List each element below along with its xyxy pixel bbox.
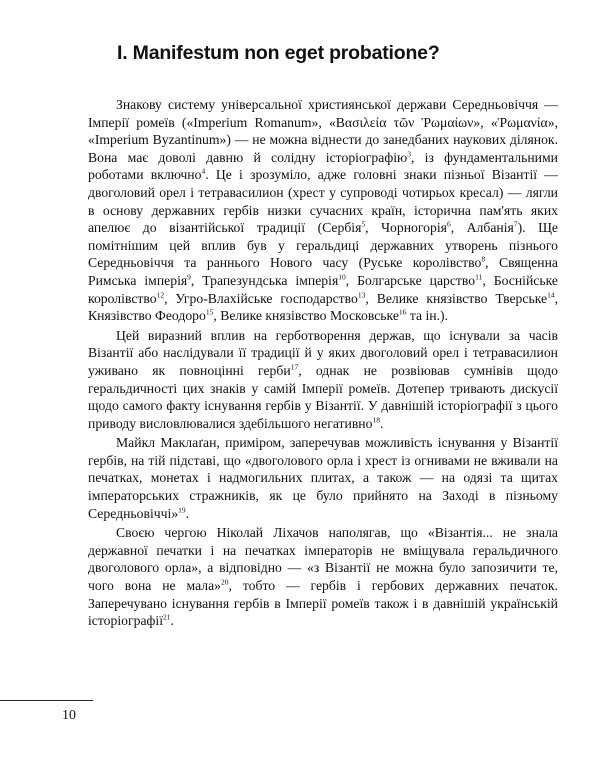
footnote-marker[interactable]: 4 [201,166,206,176]
text-run: Майкл Маклаґан, приміром, заперечував можливість існування у Візантії гербів, на тій підставі, що «двоголового орла і хрест із огнивами не вживали на печатках, монетах і надмогильних плитах, а також — на одязі та щитах імператорських стражників, як це було прийнято на Заході в пізньому Середньовіччі» [88,435,558,521]
footnote-marker[interactable]: 10 [338,272,346,282]
footnote-marker[interactable]: 15 [205,307,214,317]
text-run: , тобто — гербів і гербових державних печаток. Заперечувано існування гербів в Імперії ромеїв також і в давнішій українській історіографії [88,578,559,629]
footnote-marker[interactable]: 6 [446,219,451,229]
footnote-marker[interactable]: 20 [221,577,229,587]
text-run: , Священна Римська імперія [88,255,558,288]
text-run: Цей виразний вплив на герботворення держав, що існували за часів Візантії або наслідували її традиції й у яких двоголовий орел і тетравасилион уживано як повноцінні герби [88,327,558,378]
footnote-marker[interactable]: 9 [187,272,191,282]
footnote-marker[interactable]: 5 [361,219,366,229]
text-run: . [185,505,190,521]
section-heading: I. Manifestum non eget probatione? [117,42,440,64]
text-run: та ін.). [406,308,449,324]
paragraph [88,434,558,522]
text-run: , однак не розвіював сумнівів щодо геральдичності цих знаків у самій Імперії ромеїв. Дотепер тривають дискусії щодо самого факту існування гербів у Візантії. У давнішій історіографії з цього приводу висловлювалися здебільшого негативно [88,362,558,431]
text-run: , Болгарське царство [345,272,476,288]
text-run: , Албанія [450,220,514,236]
paragraph [88,524,558,630]
paragraph [88,327,558,433]
footnote-marker[interactable]: 8 [481,254,486,264]
text-run: ). Ще помітнішим цей вплив був у геральдиці державних утворень пізнього Середньовіччя та раннього Нового часу (Руське королівство [88,220,558,271]
footer-rule [0,700,93,701]
footnote-marker[interactable]: 13 [357,289,366,299]
footnote-marker[interactable]: 12 [156,289,165,299]
text-run: . Це і зрозуміло, адже головні знаки пізньої Візантії — двоголовий орел і тетравасилион (хрест у супроводі чотирьох кресал) — лягли в основу державних гербів низки сучасних країн, історична пам'ять яких апелює до візантійської традиції (Сербія [88,167,558,236]
page-number: 10 [62,708,76,723]
text-run: . [170,613,174,629]
paragraph [88,96,558,325]
footnote-marker[interactable]: 19 [178,505,186,515]
text-run: , Велике князівство Тверське [365,290,548,306]
body-text [88,96,558,630]
footnote-marker[interactable]: 16 [398,307,407,317]
footnote-marker[interactable]: 21 [163,612,171,622]
text-run: , Чорногорія [365,220,447,236]
text-run: , із фундаментальними роботами включно [88,149,558,183]
text-run: , Велике князівство Московське [213,308,399,324]
text-run: . [379,415,384,431]
footnote-marker[interactable]: 3 [407,149,411,159]
text-run: , Трапезундська імперія [190,272,339,288]
text-run: Своєю чергою Ніколай Ліхачов наполягав, що «Візантія... не знала державної печатки і на печатках імператорів не вміщувала геральдичного двоголового орла», а відповідно — «з Візантії не можна було запозичити те, чого вона не мала» [88,525,558,594]
text-run: Знакову систему універсальної християнської держави Середньовіччя — Імперії ромеїв («Imperium Romanum», «Βασιλεία τῶν Ῥωμαίων», «Ῥωμανία», «Imperium Byzantinum») — не можна віднести до занедбаних наукових ділянок. Вона має доволі давню й солідну історіографію [88,97,558,165]
text-run: , Князівство Феодоро [88,290,558,324]
footnote-marker[interactable]: 17 [290,362,299,372]
text-run: , Боснійське королівство [88,272,558,306]
footnote-marker[interactable]: 14 [547,289,555,299]
footnote-marker[interactable]: 11 [475,272,483,282]
footnote-marker[interactable]: 7 [513,219,518,229]
footnote-marker[interactable]: 18 [372,415,380,425]
text-run: , Угро-Влахійське господарство [164,290,358,306]
